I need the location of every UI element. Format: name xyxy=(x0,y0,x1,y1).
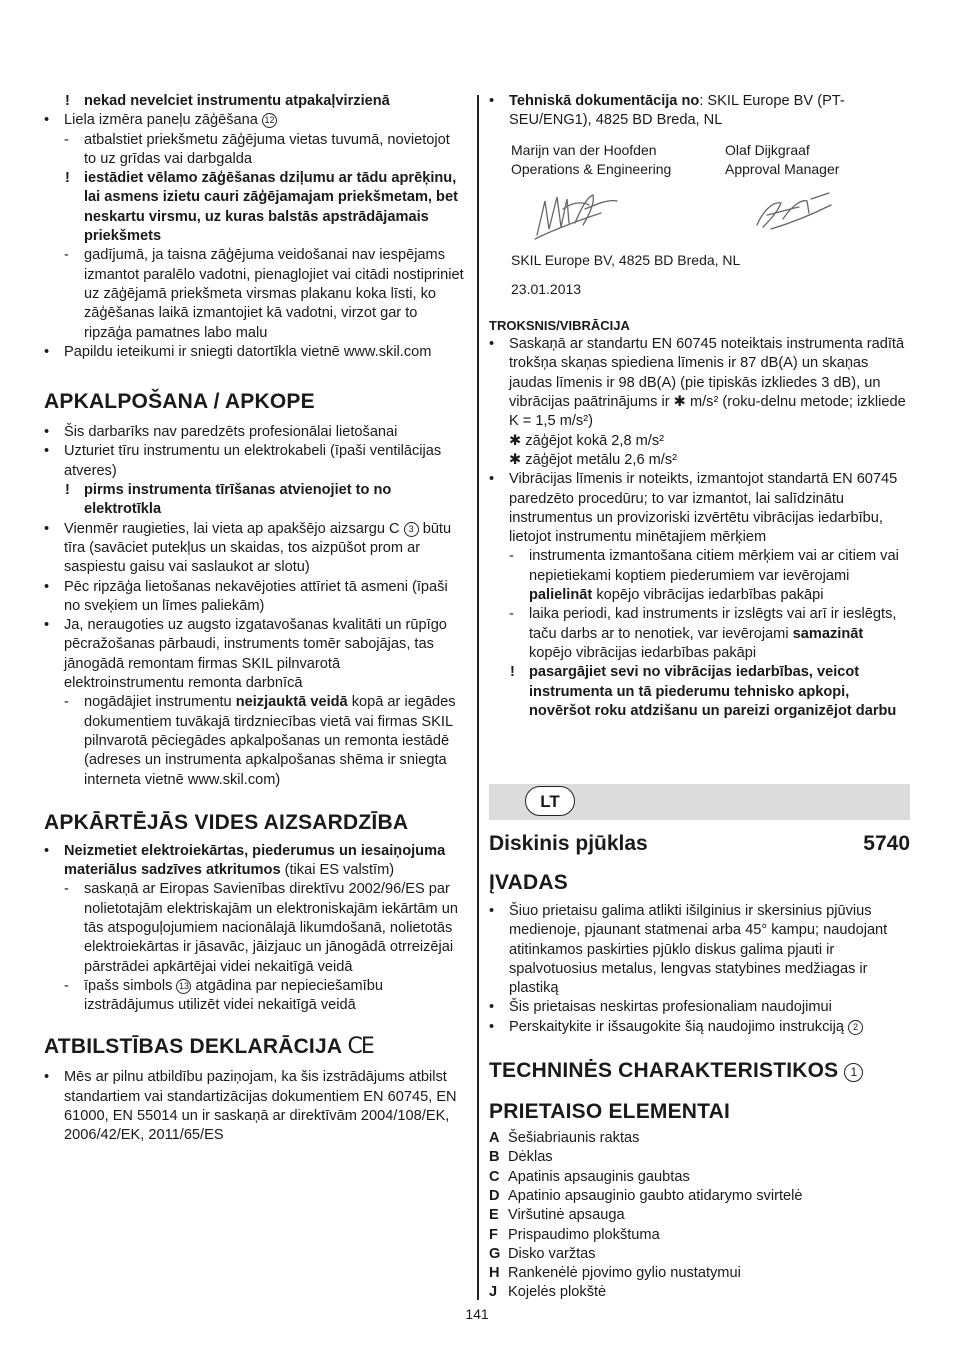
list-item: A Šešiabriaunis raktas xyxy=(489,1130,640,1147)
signature-image xyxy=(511,179,911,249)
figure-ref-icon: 12 xyxy=(262,113,277,128)
list-item: B Dėklas xyxy=(489,1149,553,1166)
dash-item: - gadījumā, ja taisna zāģējuma veidošanai nav iespējams izmantot paralēlo vadotni, pienaglojiet vai citādi nostipriniet uz zāģējamā priekšmeta virsmas plakanu koka līsti, ko zāģēšanas laikā izmantojiet kā vadotni, virzot gar to ripzāģa pamatnes labo malu xyxy=(44,246,464,342)
dash-item: - īpašs simbols 13 atgādina par nepieciešamību izstrādājumus utilizēt videi nekaitīgā veidā xyxy=(44,977,464,1016)
list-item: D Apatinio apsauginio gaubto atidarymo svirtelė xyxy=(489,1187,803,1204)
bullet-item: • Saskaņā ar standartu EN 60745 noteiktais instrumenta radītā trokšņa skaņas spiediena līmenis ir 87 dB(A) un skaņas jaudas līmenis ir 98 dB(A) (pie tipiskās izkliedes 3 dB), un vibrācijas paātrinājums ir ✱ m/s² (roku-delnu metode; izkliede K = 1,5 m/s²) ✱ zāģējot kokā 2,8 m/s² ✱ zāģējot metālu 2,6 m/s² xyxy=(489,335,910,470)
signatory-name: Marijn van der Hoofden xyxy=(511,141,657,158)
noise-heading: TROKSNIS/VIBRĀCIJA xyxy=(489,318,630,334)
section-heading-declaration: ATBILSTĪBAS DEKLARĀCIJA CE xyxy=(44,1034,373,1060)
dash-item: - nogādājiet instrumentu neizjauktā veidā kopā ar iegādes dokumentiem tuvākajā tirdzniecības vietā vai firmas SKIL pilnvarotā pēciegādes apkalpošanas un remonta iestādē (adreses un instrumenta apkalpošanas shēma ir sniegta interneta vietnē www.skil.com) xyxy=(44,693,464,789)
product-name: Diskinis pjūklas xyxy=(489,832,648,855)
asterisk-icon: ✱ xyxy=(509,432,522,449)
dash-item: - laika periodi, kad instruments ir izslēgts vai arī ir ieslēgts, taču darbs ar to nenotiek, var ievērojami samazināt kopējo vibrācijas iedarbības pakāpi xyxy=(489,605,910,663)
bullet-item: • Šiuo prietaisu galima atlikti išilginius ir skersinius pjūvius medienoje, pjaunant statmenai arba 45° kampu; naudojant atitinkamos paskirties pjūklo diskus galima pjauti ir spalvotuosius metalus, lengvas statybines medžiagas ir plastiką xyxy=(489,902,910,998)
bullet-item: • Pēc ripzāģa lietošanas nekavējoties attīriet tā asmeni (īpaši no sveķiem un līmes paliekām) xyxy=(44,578,464,617)
bullet-item: • Neizmetiet elektroiekārtas, piederumus un iesaiņojuma materiālus sadzīves atkritumos (tikai ES valstīm) xyxy=(44,842,464,881)
bullet-item: • Mēs ar pilnu atbildību paziņojam, ka šis izstrādājums atbilst standartiem vai standartizācijas dokumentiem EN 60745, EN 61000, EN 55014 un ir saskaņā ar direktīvām 2004/108/EK, 2006/42/EK, 2011/65/ES xyxy=(44,1068,464,1145)
section-heading-environment: APKĀRTĒJĀS VIDES AIZSARDZĪBA xyxy=(44,810,409,834)
bullet-item: • Vibrācijas līmenis ir noteikts, izmantojot standartā EN 60745 paredzēto procedūru; to var izmantot, lai salīdzinātu instrumentus un provizoriski izvērtētu vibrācijas iedarbību, lietojot instrumentu minētajiem mērķiem xyxy=(489,470,910,547)
left-column xyxy=(44,92,464,1146)
list-item: C Apatinis apsauginis gaubtas xyxy=(489,1168,690,1185)
signatures xyxy=(511,179,910,249)
figure-ref-icon: 13 xyxy=(176,979,191,994)
language-bar xyxy=(489,784,910,820)
signatory-name: Olaf Dijkgraaf xyxy=(725,141,810,158)
asterisk-icon: ✱ xyxy=(509,451,522,468)
bullet-item: • Uzturiet tīru instrumentu un elektrokabeli (īpaši ventilācijas atveres) xyxy=(44,442,464,481)
language-badge: LT xyxy=(525,786,575,816)
list-item: E Viršutinė apsauga xyxy=(489,1207,625,1224)
signatories xyxy=(511,141,910,180)
bullet-item: • Perskaitykite ir išsaugokite šią naudojimo instrukciją 2 xyxy=(489,1018,910,1037)
dash-item: - atbalstiet priekšmetu zāģējuma vietas tuvumā, novietojot to uz grīdas vai darbgalda xyxy=(44,131,464,170)
list-item: J Kojelės plokštė xyxy=(489,1284,607,1301)
bullet-item: • Vienmēr raugieties, lai vieta ap apakšējo aizsargu C 3 būtu tīra (savāciet putekļus un skaidas, tos aizpūšot prom ar saspiestu gaisu vai saslaukot ar slotu) xyxy=(44,520,464,578)
bullet-item: • Šis darbarīks nav paredzēts profesionālai lietošanai xyxy=(44,423,464,442)
list-item: G Disko varžtas xyxy=(489,1245,596,1262)
warning-item: ! pasargājiet sevi no vibrācijas iedarbības, veicot instrumenta un tā piederumu tehnisko apkopi, novēršot roku atdzišanu un pareizi organizējot darbu xyxy=(489,663,910,721)
declaration-date: 23.01.2013 xyxy=(511,281,582,298)
elements-list xyxy=(489,1129,910,1303)
page-number: 141 xyxy=(465,1306,489,1322)
asterisk-icon: ✱ xyxy=(673,394,686,411)
figure-ref-icon: 2 xyxy=(848,1020,863,1035)
section-heading-intro: ĮVADAS xyxy=(489,871,568,894)
bullet-item: • Ja, neraugoties uz augsto izgatavošanas kvalitāti un rūpīgo pēcražošanas pārbaudi, instruments tomēr sabojājas, tas jānogādā remontam firmas SKIL pilnvarotā elektroinstrumentu remonta darbnīcā xyxy=(44,616,464,693)
warning-item: ! pirms instrumenta tīrīšanas atvienojiet to no elektrotīkla xyxy=(44,481,464,520)
signatory-role: Operations & Engineering xyxy=(511,160,672,177)
dash-item: - saskaņā ar Eiropas Savienības direktīvu 2002/96/ES par nolietotajām elektriskajām un elektroniskajām iekārtām un tās atspoguļojumiem nacionālajā likumdošanā, nolietotās elektroiekārtas ir jāsavāc, jāizjauc un jānogādā otrreizējai pārstrādei apkārtējai videi nekaitīgā veidā xyxy=(44,880,464,976)
signatory-role: Approval Manager xyxy=(725,160,840,177)
right-column xyxy=(489,92,910,721)
warning-item: ! nekad nevelciet instrumentu atpakaļvirzienā xyxy=(44,92,464,111)
product-number: 5740 xyxy=(863,832,910,855)
dash-item: - instrumenta izmantošana citiem mērķiem vai ar citiem vai nepietiekami koptiem piederumiem var ievērojami palielināt kopējo vibrācijas iedarbības pakāpi xyxy=(489,547,910,605)
company-address: SKIL Europe BV, 4825 BD Breda, NL xyxy=(511,252,741,269)
figure-ref-icon: 3 xyxy=(404,522,419,537)
list-item: F Prispaudimo plokštuma xyxy=(489,1226,660,1243)
figure-ref-icon: 1 xyxy=(844,1063,863,1082)
product-title xyxy=(489,832,910,856)
bullet-item: • Šis prietaisas neskirtas profesionaliam naudojimui xyxy=(489,998,910,1017)
lt-section xyxy=(489,870,910,1303)
section-heading-maintenance: APKALPOŠANA / APKOPE xyxy=(44,390,315,414)
column-divider xyxy=(477,95,479,1300)
bullet-item: • Liela izmēra paneļu zāģēšana 12 xyxy=(44,111,464,130)
section-heading-elements: PRIETAISO ELEMENTAI xyxy=(489,1100,731,1124)
bullet-item: • Tehniskā dokumentācija no: SKIL Europe BV (PT-SEU/ENG1), 4825 BD Breda, NL xyxy=(489,92,910,131)
list-item: H Rankenėlė pjovimo gylio nustatymui xyxy=(489,1265,741,1282)
ce-mark-icon: CE xyxy=(347,1034,373,1060)
section-heading-specs: TECHNINĖS CHARAKTERISTIKOS 1 xyxy=(489,1058,910,1084)
bullet-item: • Papildu ieteikumi ir sniegti datortīkla vietnē www.skil.com xyxy=(44,343,464,362)
warning-item: ! iestādiet vēlamo zāģēšanas dziļumu ar tādu aprēķinu, lai asmens izietu cauri zāģējamajam priekšmetam, bet neskartu virsmu, uz kuras balstās apstrādājamais priekšmets xyxy=(44,169,464,246)
